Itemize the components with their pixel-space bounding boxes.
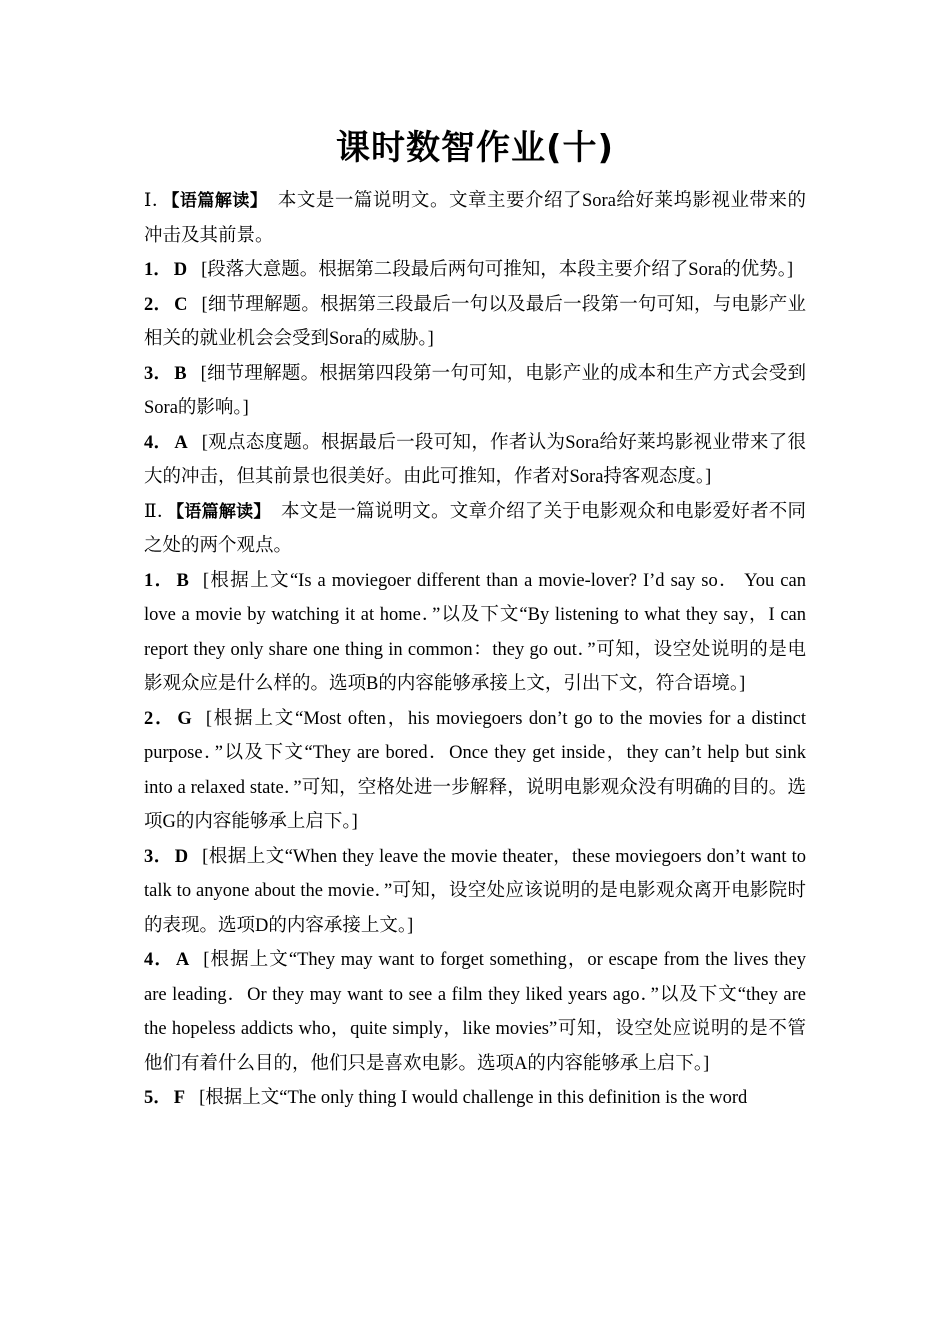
section-1-tag: 【语篇解读】: [170, 191, 259, 211]
item-explanation: [细节理解题。根据第三段最后一句以及最后一段第一句可知，与电影产业相关的就业机会会受到Sora的威胁。]: [144, 294, 806, 349]
item-number: 1．: [144, 570, 175, 591]
answer-item: [144, 253, 806, 288]
item-answer: D: [174, 846, 189, 867]
answer-item: [144, 840, 806, 944]
item-answer: G: [177, 708, 192, 729]
item-explanation: [细节理解题。根据第四段第一句可知，电影产业的成本和生产方式会受到Sora的影响。]: [144, 363, 806, 418]
answer-item: [144, 702, 806, 840]
item-explanation: [根据上文“Most often，his moviegoers don’t go to the movies for a distinct purpose．”以及下文“They are bored．Once they get inside，they can’t help but sink into a relaxed state．”可知，空格处进一步解释，说明电影观众没有明确的目的。选项G的内容能够承上启下。]: [144, 708, 806, 832]
page-title: 课时数智作业(十): [335, 128, 615, 168]
item-number: 1．: [144, 260, 172, 280]
answer-item: [144, 357, 806, 426]
item-answer: A: [175, 950, 190, 970]
item-explanation: [观点态度题。根据最后一段可知，作者认为Sora给好莱坞影视业带来了很大的冲击，但其前景也很美好。由此可推知，作者对Sora持客观态度。]: [144, 432, 806, 487]
item-answer: A: [174, 432, 188, 453]
item-answer: B: [176, 570, 189, 591]
section-1-intro: 本文是一篇说明文。文章主要介绍了Sora给好莱坞影视业带来的冲击及其前景。: [144, 191, 806, 246]
item-answer: B: [174, 363, 187, 384]
item-number: 4．: [144, 950, 174, 970]
item-answer: D: [173, 260, 188, 280]
item-explanation: [段落大意题。根据第二段最后两句可推知，本段主要介绍了Sora的优势。]: [201, 260, 794, 280]
item-number: 4．: [144, 432, 173, 453]
answer-item: [144, 564, 806, 702]
section-1-roman: Ⅰ．: [144, 191, 171, 211]
item-number: 3．: [144, 846, 173, 867]
item-explanation: [根据上文“They may want to forget something，or escape from the lives they are leading．Or they may want to see a film they liked years ago．”以及下文“they are the hopeless addicts who，quite simply，like movies”可知，设空处应说明的是不管他们有着什么目的，他们只是喜欢电影。选项A的内容能够承上启下。]: [144, 950, 806, 1074]
item-number: 5．: [144, 1088, 172, 1108]
answer-item: [144, 1081, 806, 1116]
section-2-roman: Ⅱ．: [144, 501, 176, 522]
item-explanation: [根据上文“The only thing I would challenge in this definition is the word: [199, 1088, 748, 1108]
answer-body: [144, 184, 806, 1116]
answer-item: [144, 426, 806, 495]
answer-item: [144, 943, 806, 1081]
section-2-intro: 本文是一篇说明文。文章介绍了关于电影观众和电影爱好者不同之处的两个观点。: [144, 501, 807, 556]
item-number: 2．: [144, 294, 173, 315]
section-1-header: [144, 184, 806, 253]
item-number: 2．: [144, 708, 176, 729]
item-number: 3．: [144, 363, 173, 384]
item-answer: F: [173, 1088, 186, 1108]
item-explanation: [根据上文“When they leave the movie theater，these moviegoers don’t want to talk to anyone about the movie．”可知，设空处应该说明的是电影观众离开电影院时的表现。选项D的内容承接上文。]: [144, 846, 806, 936]
answer-item: [144, 288, 806, 357]
section-2-header: [144, 495, 806, 564]
section-2-tag: 【语篇解读】: [175, 501, 263, 522]
item-answer: C: [174, 294, 188, 315]
item-explanation: [根据上文“Is a moviegoer different than a movie-lover? I’d say so． You can love a movie by watching it at home．”以及下文“By listening to what they say，I can report they only share one thing in common：they go out．”可知，设空处说明的是电影观众应是什么样的。选项B的内容能够承接上文，引出下文，符合语境。]: [144, 570, 806, 694]
